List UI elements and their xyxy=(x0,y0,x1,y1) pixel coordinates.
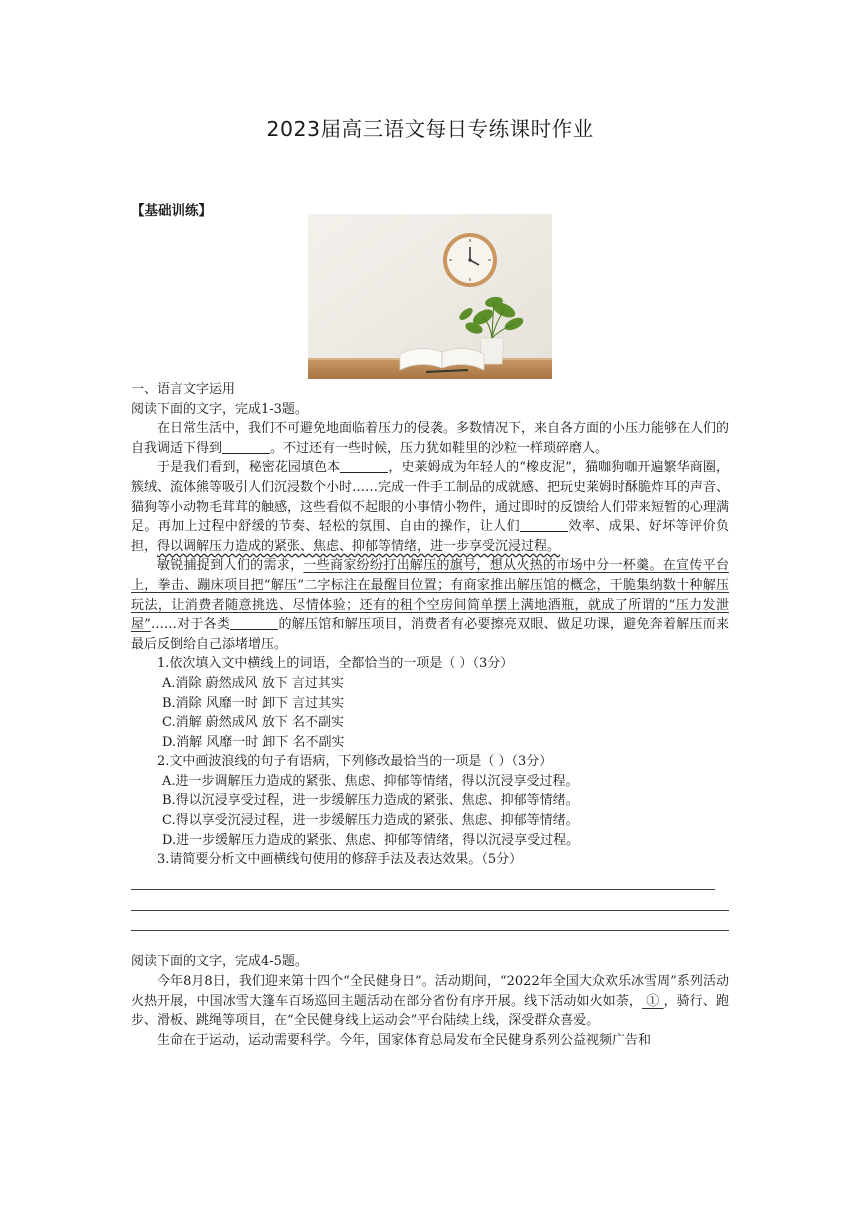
page-title: 2023届高三语文每日专练课时作业 xyxy=(266,117,594,141)
question-2-option: D.进一步缓解压力造成的紧张、焦虑、抑郁等情绪，得以沉浸享受过程。 xyxy=(162,832,580,848)
question-1-option: A.消除 蔚然成风 放下 言过其实 xyxy=(162,675,344,691)
passage1-paragraph1: 在日常生活中，我们不可避免地面临着压力的侵袭。多数情况下，来自各方面的小压力能够在人们的自我调适下得到 。不过还有一些时候，压力犹如鞋里的沙粒一样琐碎磨人。 xyxy=(131,421,730,456)
question-2-stem: 2.文中画波浪线的句子有语病，下列修改最恰当的一项是（ ）（3分） xyxy=(157,754,553,770)
passage1-paragraph3: 敏锐捕捉到人们的需求，一些商家纷纷打出解压的旗号，想从火热的市场中分一杯羹。在宣传平台上，拳击、蹦床项目把“解压”二字标注在最醒目位置；有商家推出解压馆的概念，干脆集纳数十种解压玩法，让消费者随意挑选、尽情体验；还有的租个空房间简单摆上满地酒瓶，就成了所谓的“压力发泄屋”……对于各类 的解压馆和解压项目，消费者有必要擦亮双眼、做足功课，避免奔着解压而来最后反倒给自己添堵增压。 xyxy=(131,558,729,652)
question-2-option: B.得以沉浸享受过程，进一步缓解压力造成的紧张、焦虑、抑郁等情绪。 xyxy=(162,793,579,809)
fill-blank xyxy=(520,517,568,532)
wavy-underlined-sentence: 得以调解压力造成的紧张、焦虑、抑郁等情绪，进一步享受沉浸过程。 xyxy=(157,538,561,554)
question-1-option: D.消解 风靡一时 卸下 名不副实 xyxy=(162,734,345,750)
document-body xyxy=(131,380,729,1050)
passage1-paragraph2: 于是我们看到，秘密花园填色本 ，史莱姆成为年轻人的“橡皮泥”，猫咖狗咖开遍繁华商圈，簇绒、流体熊等吸引人们沉浸数个小时……完成一件手工制品的成就感、把玩史莱姆时酥脆炸耳的声音、猫狗等小动物毛茸茸的触感，这些看似不起眼的小事情小物件，通过即时的反馈给人们带来短暂的心理满足。再加上过程中舒缓的节奏、轻松的氛围、自由的操作，让人们 效率、成果、好坏等评价负担，得以调解压力造成的紧张、焦虑、抑郁等情绪，进一步享受沉浸过程。 xyxy=(131,460,730,554)
reading-instruction: 阅读下面的文字，完成1-3题。 xyxy=(131,401,308,417)
fill-blank xyxy=(340,458,388,473)
reading-instruction: 阅读下面的文字，完成4-5题。 xyxy=(131,954,308,970)
answer-line xyxy=(131,870,715,891)
question-2-option: C.得以享受沉浸过程，进一步缓解压力造成的紧张、焦虑、抑郁等情绪。 xyxy=(162,813,579,829)
blank-marker-1: ① xyxy=(642,993,664,1009)
underlined-sentence: 一些商家纷纷打出解压的旗号，想从火热的市场中分一杯羹。在宣传平台上，拳击、蹦床项目把“解压”二字标注在最醒目位置；有商家推出解压馆的概念，干脆集纳数十种解压玩法，让消费者随意挑选、尽情体验；还有的租个空房间简单摆上满地酒瓶，就成了所谓的“压力发泄屋” xyxy=(131,558,729,633)
section-label: 【基础训练】 xyxy=(131,203,212,219)
clock-plant-book-photo xyxy=(308,214,552,379)
question-3-stem: 3.请简要分析文中画横线句使用的修辞手法及表达效果。（5分） xyxy=(157,852,523,868)
question-1-option: B.消除 风靡一时 卸下 言过其实 xyxy=(162,695,345,711)
passage2-paragraph1: 今年8月8日，我们迎来第十四个“全民健身日”。活动期间，“2022年全国大众欢乐冰雪周”系列活动火热开展，中国冰雪大篷车百场巡回主题活动在部分省份有序开展。线下活动如火如荼， ① ，骑行、跑步、滑板、跳绳等项目，在“全民健身线上运动会”平台陆续上线，深受群众喜爱。 xyxy=(131,973,729,1029)
part-heading: 一、语言文字运用 xyxy=(131,382,236,397)
question-1-stem: 1.依次填入文中横线上的词语，全都恰当的一项是（ ）（3分） xyxy=(157,656,514,672)
question-2-option: A.进一步调解压力造成的紧张、焦虑、抑郁等情绪，得以沉浸享受过程。 xyxy=(162,773,579,789)
fill-blank xyxy=(230,615,278,630)
answer-line xyxy=(131,911,729,932)
fill-blank xyxy=(222,439,270,454)
passage2-paragraph2: 生命在于运动，运动需要科学。今年，国家体育总局发布全民健身系列公益视频广告和 xyxy=(157,1032,652,1048)
answer-line xyxy=(131,890,729,911)
question-1-option: C.消解 蔚然成风 放下 名不副实 xyxy=(162,715,345,731)
